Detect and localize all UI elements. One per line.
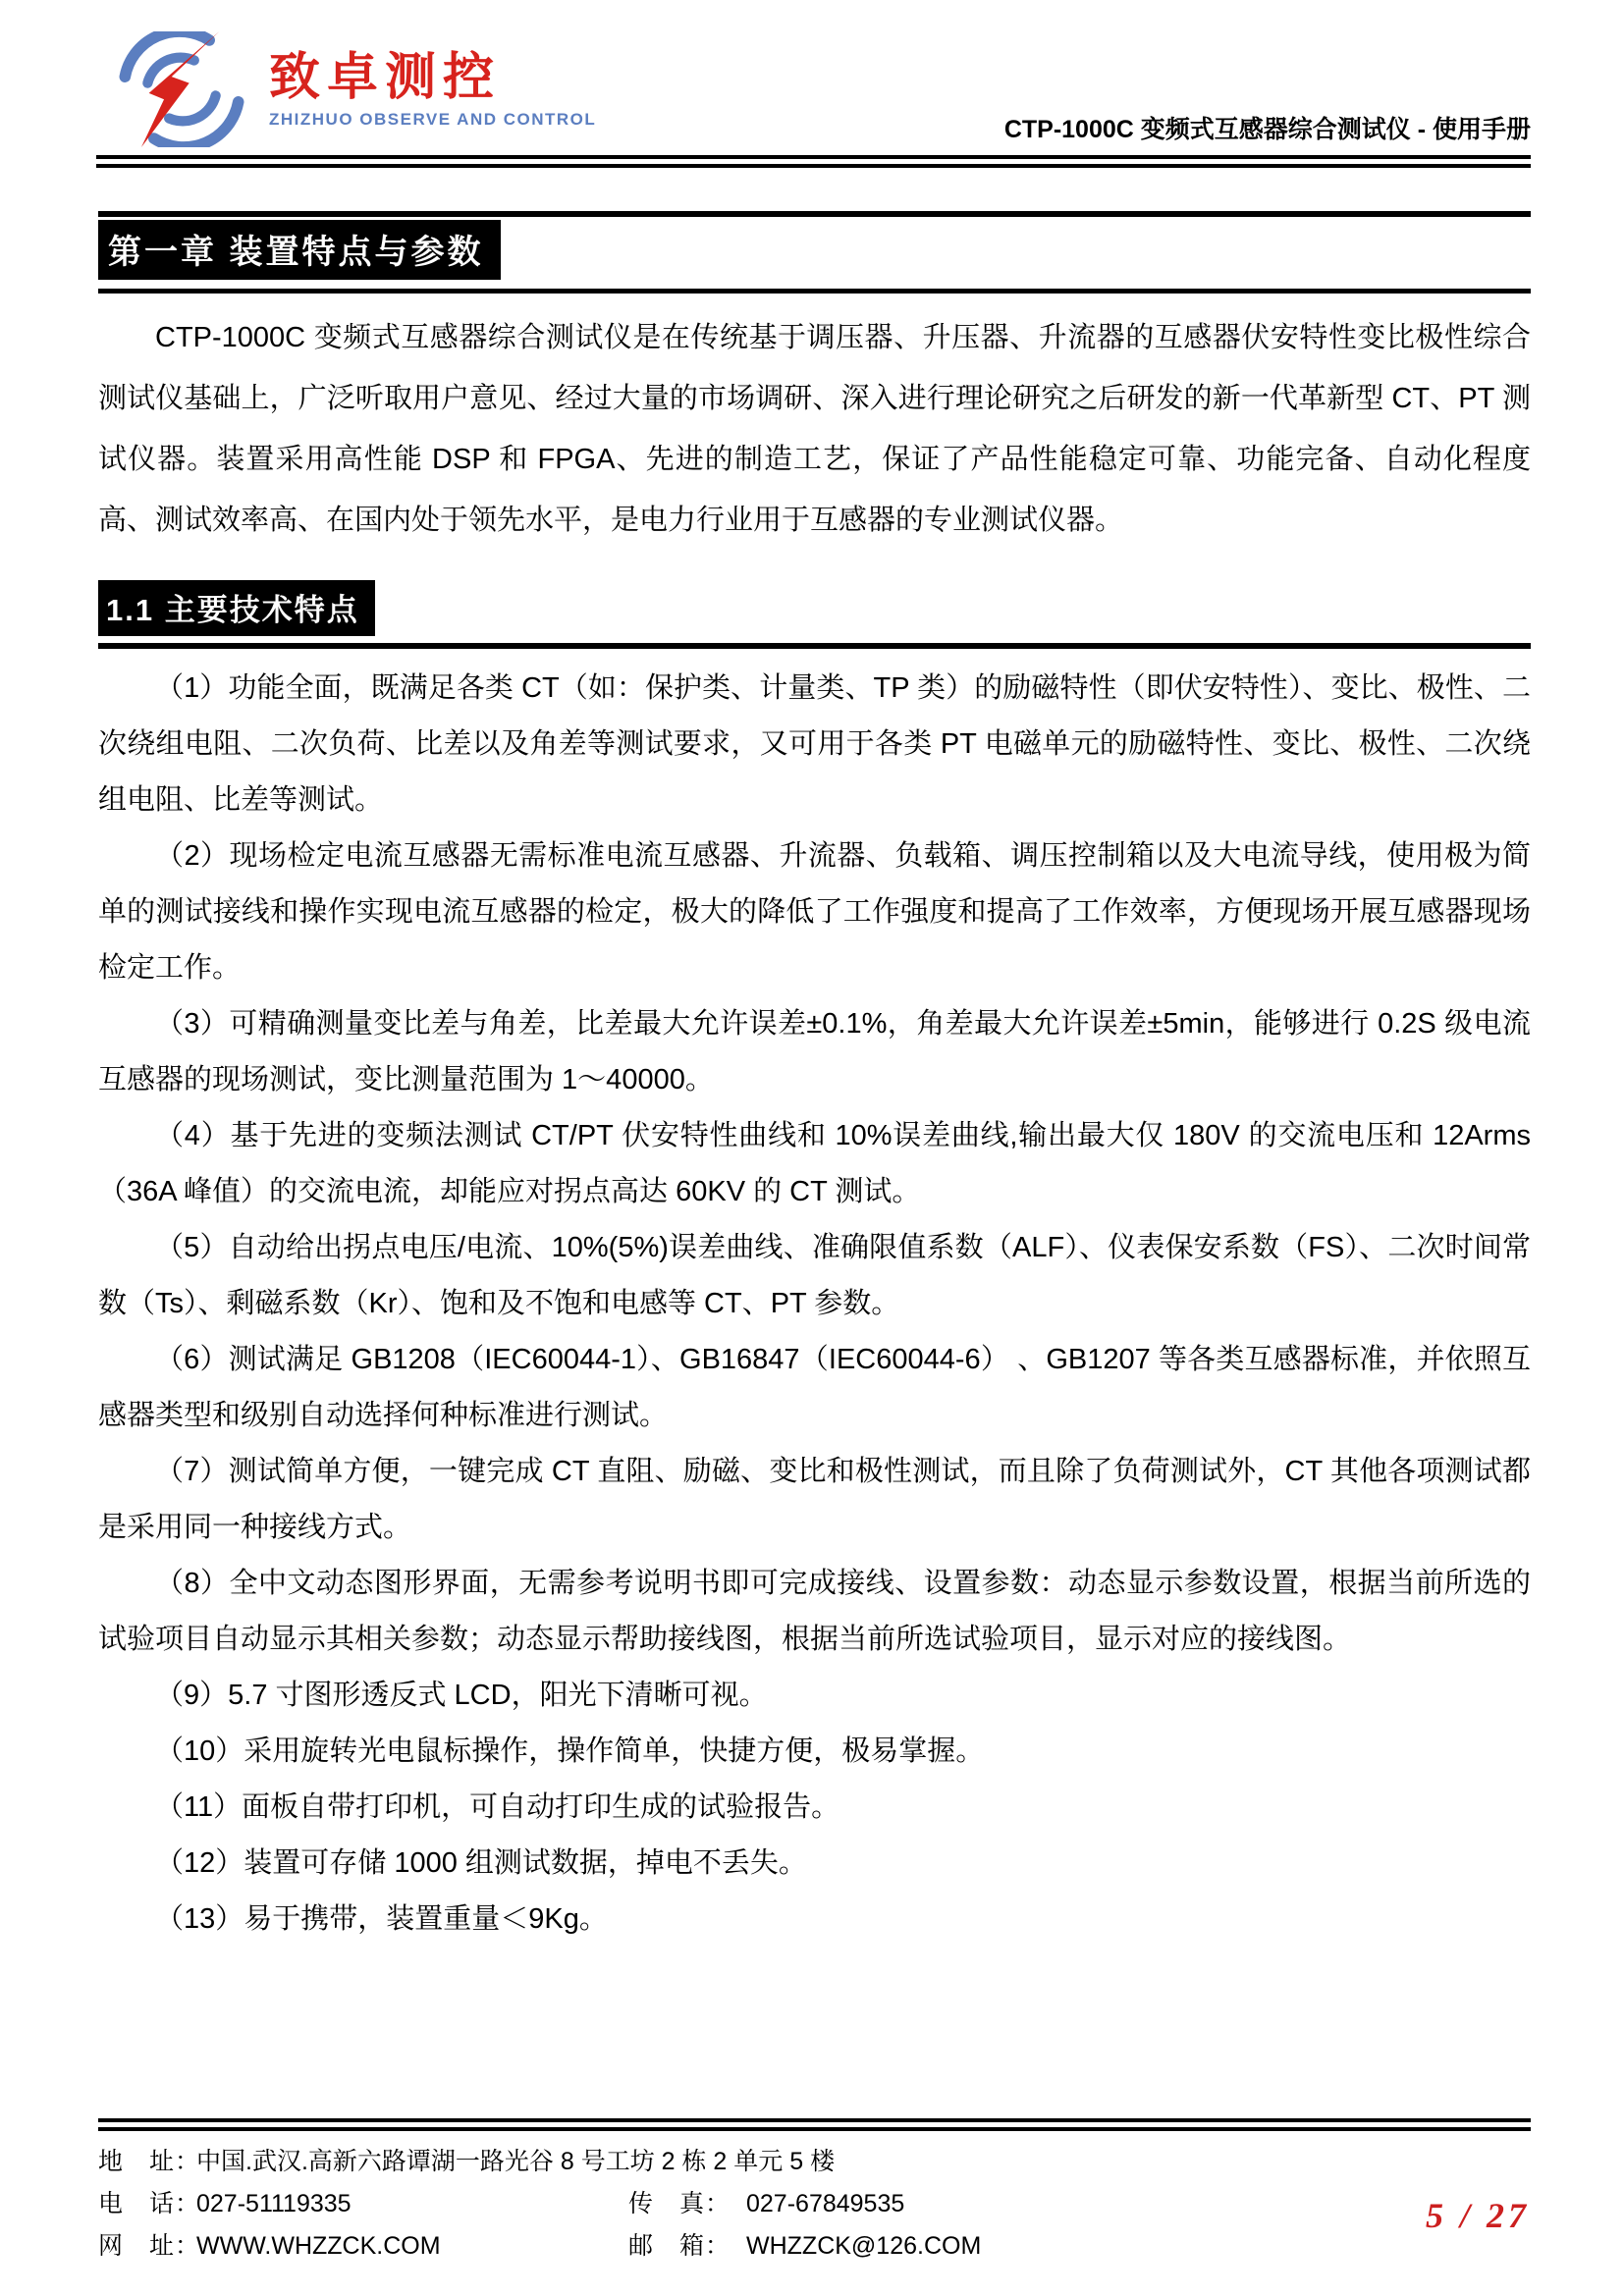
feature-list [98, 661, 1531, 1948]
page-number: 5 / 27 [1425, 2196, 1530, 2235]
page-footer [0, 2118, 1624, 2261]
phone-value: 027-51119335 [196, 2190, 352, 2217]
feature-item-13: （13）易于携带，装置重量＜9Kg。 [155, 1903, 608, 1935]
chapter-title: 第一章 装置特点与参数 [98, 220, 501, 280]
logo-text [269, 49, 596, 130]
footer-contact-info [98, 2147, 1531, 2261]
page-content [0, 211, 1624, 1948]
feature-item-11: （11）面板自带打印机，可自动打印生成的试验报告。 [155, 1791, 840, 1823]
phone-label: 电 话： [98, 2190, 201, 2217]
fax-value: 027-67849535 [746, 2190, 905, 2217]
feature-item-7: （7）测试简单方便，一键完成 CT 直阻、励磁、变比和极性测试，而且除了负荷测试外，CT 其他各项测试都是采用同一种接线方式。 [98, 1456, 1531, 1543]
chapter-heading-block [98, 211, 1531, 294]
feature-item-1: （1）功能全面，既满足各类 CT（如：保护类、计量类、TP 类）的励磁特性（即伏安特性）、变比、极性、二次绕组电阻、二次负荷、比差以及角差等测试要求，又可用于各类 PT 电磁单元的励磁特性、变比、极性、二次绕组电阻、比差等测试。 [98, 672, 1531, 816]
website-label: 网 址： [98, 2232, 201, 2260]
logo-subtitle: ZHIZHUO OBSERVE AND CONTROL [269, 110, 597, 129]
feature-item-8: （8）全中文动态图形界面，无需参考说明书即可完成接线、设置参数：动态显示参数设置，根据当前所选的试验项目自动显示其相关参数；动态显示帮助接线图，根据当前所选试验项目，显示对应的接线图。 [98, 1568, 1531, 1655]
feature-item-3: （3）可精确测量变比差与角差，比差最大允许误差±0.1%，角差最大允许误差±5min，能够进行 0.2S 级电流互感器的现场测试，变比测量范围为 1～40000。 [98, 1008, 1531, 1095]
section-title: 1.1 主要技术特点 [98, 580, 375, 636]
address-value: 中国.武汉.高新六路谭湖一路光谷 8 号工坊 2 栋 2 单元 5 楼 [196, 2148, 836, 2175]
website-value: WWW.WHZZCK.COM [196, 2232, 441, 2260]
email-label: 邮 箱： [628, 2232, 731, 2260]
feature-item-9: （9）5.7 寸图形透反式 LCD，阳光下清晰可视。 [155, 1680, 768, 1711]
page-header [0, 0, 1624, 155]
feature-item-4: （4）基于先进的变频法测试 CT/PT 伏安特性曲线和 10%误差曲线,输出最大仅 180V 的交流电压和 12Arms（36A 峰值）的交流电流，却能应对拐点高达 60KV 的 CT 测试。 [98, 1120, 1531, 1207]
address-label: 地 址： [98, 2148, 201, 2175]
feature-item-2: （2）现场检定电流互感器无需标准电流互感器、升流器、负载箱、调压控制箱以及大电流导线，使用极为简单的测试接线和操作实现电流互感器的检定，极大的降低了工作强度和提高了工作效率，方便现场开展互感器现场检定工作。 [98, 840, 1531, 984]
section-heading-block [98, 580, 1531, 649]
intro-paragraph: CTP-1000C 变频式互感器综合测试仪是在传统基于调压器、升压器、升流器的互感器伏安特性变比极性综合测试仪基础上，广泛听取用户意见、经过大量的市场调研、深入进行理论研究之后研发的新一代革新型 CT、PT 测试仪器。装置采用高性能 DSP 和 FPGA、先进的制造工艺，保证了产品性能稳定可靠、功能完备、自动化程度高、测试效率高、在国内处于领先水平，是电力行业用于互感器的专业测试仪器。 [98, 322, 1531, 536]
feature-item-12: （12）装置可存储 1000 组测试数据，掉电不丢失。 [155, 1847, 807, 1879]
logo-company-name: 致卓测控 [269, 49, 502, 106]
logo-mark-icon [108, 31, 255, 147]
header-rule [96, 155, 1531, 168]
feature-item-5: （5）自动给出拐点电压/电流、10%(5%)误差曲线、准确限值系数（ALF）、仪表保安系数（FS）、二次时间常数（Ts）、剩磁系数（Kr）、饱和及不饱和电感等 CT、PT 参数。 [98, 1232, 1531, 1319]
manual-title: CTP-1000C 变频式互感器综合测试仪 - 使用手册 [1003, 116, 1531, 143]
company-logo [108, 31, 596, 147]
fax-label: 传 真： [628, 2190, 731, 2217]
feature-item-6: （6）测试满足 GB1208（IEC60044-1）、GB16847（IEC60044-6） 、GB1207 等各类互感器标准，并依照互感器类型和级别自动选择何种标准进行测试。 [98, 1344, 1531, 1431]
feature-item-10: （10）采用旋转光电鼠标操作，操作简单，快捷方便，极易掌握。 [155, 1735, 985, 1767]
email-value: WHZZCK@126.COM [746, 2232, 982, 2260]
footer-rule [98, 2118, 1531, 2131]
